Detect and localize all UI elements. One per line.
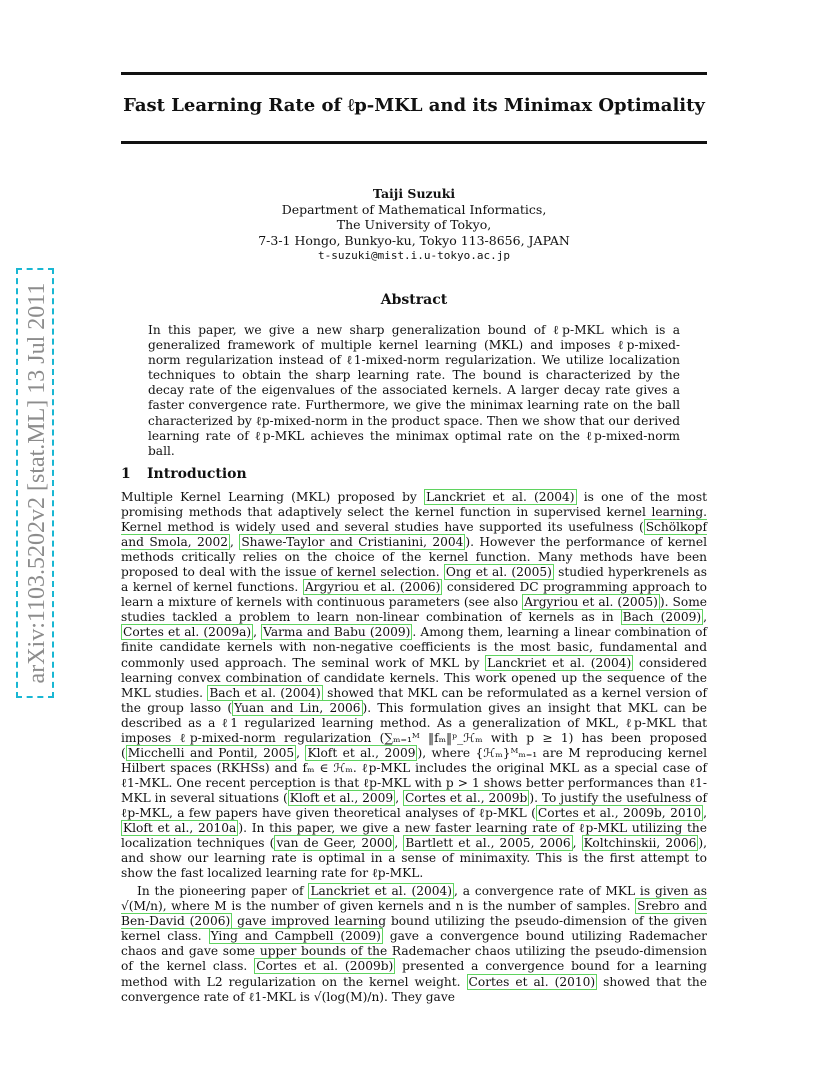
paragraph-text: ). Some studies tackled a problem to learn non-linear combination of kernels as in <box>121 595 707 625</box>
citation-link[interactable]: Varma and Babu (2009) <box>263 625 411 640</box>
citation-link[interactable]: Yuan and Lin, 2006 <box>234 700 361 715</box>
paragraph-text: , <box>395 790 403 805</box>
paragraph-text: gave improved learning bound utilizing the pseudo-dimension of the given kernel class. <box>121 914 707 944</box>
author-address: 7-3-1 Hongo, Bunkyo-ku, Tokyo 113-8656, JAPAN <box>258 232 570 248</box>
citation-link[interactable]: Lanckriet et al. (2004) <box>310 884 452 899</box>
paragraph-text: presented a convergence bound for a learning method with L2 regularization on the kernel weight. <box>121 959 707 989</box>
paragraph-text: ). This formulation gives an insight that MKL can be described as a ℓ1 regularized learning method. As a generalization of MKL, ℓp-MKL that imposes ℓp-mixed-norm regularization (∑ₘ₌₁ᴹ ‖fₘ‖ᵖ_ℋₘ with p ≥ 1) has been proposed ( <box>121 700 707 760</box>
paragraph-text: ), and show our learning rate is optimal in a sense of minimaxity. This is the first attempt to show the fast localized learning rate for ℓp-MKL. <box>121 836 708 881</box>
top-rule <box>121 72 707 75</box>
citation-link[interactable]: Schölkopf and Smola, 2002 <box>121 520 707 550</box>
paragraph-text: showed that the convergence rate of ℓ1-MKL is √(log(M)/n). They gave <box>121 974 707 1004</box>
paragraph-text: considered learning convex combination of candidate kernels. This work opened up the sequence of the MKL studies. <box>121 655 707 700</box>
paragraph-text: showed that MKL can be reformulated as a kernel version of the group lasso ( <box>121 685 707 715</box>
citation-link[interactable]: Koltchinskii, 2006 <box>583 836 697 851</box>
citation-link[interactable]: Kloft et al., 2010a <box>123 821 237 836</box>
citation-link[interactable]: Shawe-Taylor and Cristianini, 2004 <box>241 535 464 550</box>
paragraph-text: , <box>230 535 240 550</box>
arxiv-side-stamp[interactable]: arXiv:1103.5202v2 [stat.ML] 13 Jul 2011 <box>16 268 54 698</box>
author-email[interactable]: t-suzuki@mist.i.u-tokyo.ac.jp <box>317 249 511 262</box>
paragraph-text: , a convergence rate of MKL is given as √(M/n), where M is the number of given kernels and n is the number of samples. <box>121 884 707 914</box>
paragraph-text: Multiple Kernel Learning (MKL) proposed by <box>121 490 424 504</box>
citation-link[interactable]: Lanckriet et al. (2004) <box>487 655 632 670</box>
intro-paragraph-2 <box>121 884 707 1004</box>
paragraph-text: , <box>703 805 707 820</box>
author-name: Taiji Suzuki <box>372 186 456 201</box>
citation-link[interactable]: Bach et al. (2004) <box>209 685 321 700</box>
author-department: Department of Mathematical Informatics, <box>281 201 547 217</box>
citation-link[interactable]: Cortes et al., 2009b, 2010 <box>537 805 702 820</box>
citation-link[interactable]: Ong et al. (2005) <box>445 565 552 580</box>
intro-paragraph-1 <box>121 490 707 881</box>
citation-link[interactable]: Ying and Campbell (2009) <box>210 929 381 944</box>
paragraph-text: studied hyperkrenels as a kernel of kernel functions. <box>121 565 707 595</box>
citation-link[interactable]: Kloft et al., 2009 <box>289 790 394 805</box>
author-university: The University of Tokyo, <box>336 217 492 232</box>
citation-link[interactable]: Cortes et al. (2010) <box>468 974 596 989</box>
paragraph-text: . Among them, learning a linear combination of finite candidate kernels with non-negative coefficients is the most basic, fundamental and commonly used approach. The seminal work of MKL by <box>121 625 707 670</box>
paragraph-text: , <box>296 745 306 760</box>
paragraph-text: ). In this paper, we give a new faster learning rate of ℓp-MKL utilizing the localization techniques ( <box>121 821 707 851</box>
paragraph-text: ). However the performance of kernel methods critically relies on the choice of the kernel function. Many methods have been proposed to deal with the issue of kernel selection. <box>121 535 707 580</box>
citation-link[interactable]: Cortes et al. (2009a) <box>123 625 252 640</box>
introduction-body <box>121 490 707 1005</box>
section-number: 1 <box>121 466 131 482</box>
abstract-text: In this paper, we give a new sharp generalization bound of ℓp-MKL which is a generalized framework of multiple kernel learning (MKL) and imposes ℓp-mixed-norm regularization instead of ℓ1-mixed-norm regularization. We utilize localization techniques to obtain the sharp learning rate. The bound is characterized by the decay rate of the eigenvalues of the associated kernels. A larger decay rate gives a faster convergence rate. Furthermore, we give the minimax learning rate on the ball characterized by ℓp-mixed-norm in the product space. Then we show that our derived learning rate of ℓp-MKL achieves the minimax optimal rate on the ℓp-mixed-norm ball. <box>148 323 680 458</box>
paper-title: Fast Learning Rate of ℓp-MKL and its Minimax Optimality <box>123 95 705 116</box>
paragraph-text: ), where {ℋₘ}ᴹₘ₌₁ are M reproducing kernel Hilbert spaces (RKHSs) and fₘ ∈ ℋₘ. ℓp-MKL includes the original MKL as a special case of ℓ1-MKL. One recent perception is that ℓp-MKL with p > 1 shows better performances than ℓ1-MKL in several situations ( <box>121 745 707 805</box>
abstract-heading: Abstract <box>380 292 448 308</box>
section-title: Introduction <box>147 466 247 482</box>
citation-link[interactable]: Kloft et al., 2009 <box>307 745 416 760</box>
paragraph-text: gave a convergence bound utilizing Rademacher chaos and gave some upper bounds of the Rademacher chaos utilizing the pseudo-dimension of the kernel class. <box>121 929 707 974</box>
section-heading <box>121 466 247 482</box>
citation-link[interactable]: Argyriou et al. (2005) <box>524 595 658 610</box>
citation-link[interactable]: Srebro and Ben-David (2006) <box>121 899 707 929</box>
citation-link[interactable]: Bartlett et al., 2005, 2006 <box>405 836 571 851</box>
paragraph-text: , <box>253 625 262 640</box>
citation-link[interactable]: Cortes et al. (2009b) <box>256 959 394 974</box>
citation-link[interactable]: van de Geer, 2000 <box>276 836 393 851</box>
paragraph-text: , <box>572 836 582 851</box>
paragraph-text: , <box>703 610 707 625</box>
citation-link[interactable]: Bach (2009) <box>622 610 702 625</box>
author-block <box>121 186 707 264</box>
citation-link[interactable]: Argyriou et al. (2006) <box>304 580 441 595</box>
citation-link[interactable]: Lanckriet et al. (2004) <box>426 490 575 504</box>
citation-link[interactable]: Micchelli and Pontil, 2005 <box>127 745 295 760</box>
citation-link[interactable]: Cortes et al., 2009b <box>404 790 528 805</box>
paragraph-text: considered DC programming approach to learn a mixture of kernels with continuous parameters (see also <box>121 580 707 610</box>
paragraph-text: In the pioneering paper of <box>137 884 309 899</box>
paragraph-text: is one of the most promising methods that adaptively select the kernel function in supervised kernel learning. Kernel method is widely used and several studies have supported its usefulness ( <box>121 490 708 535</box>
paragraph-text: ). To justify the usefulness of ℓp-MKL, a few papers have given theoretical analyses of ℓp-MKL ( <box>121 790 707 820</box>
title-bottom-rule <box>121 141 707 144</box>
paragraph-text: , <box>394 836 404 851</box>
